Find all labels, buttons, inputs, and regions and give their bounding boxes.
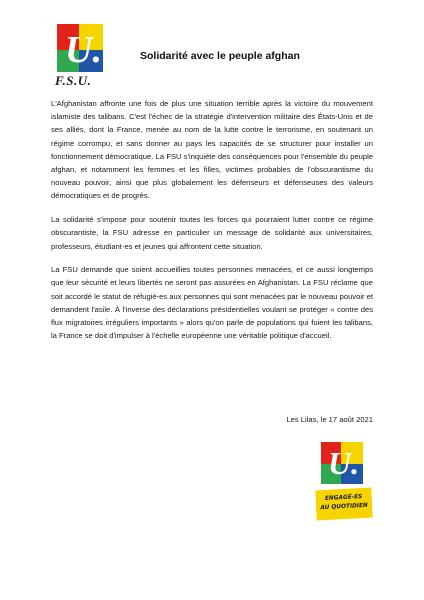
fsu-logo-caption: F.S.U. [55,73,92,88]
page-title: Solidarité avec le peuple afghan [140,50,300,62]
document-body [51,97,373,353]
paragraph: La solidarité s'impose pour soutenir toutes les forces qui pourraient lutter contre ce régime obscurantiste, la FSU adresse en particulier un message de solidarité aux universitaires, professeurs, étudiant-es et jeunes qui affrontent cette situation. [51,215,373,251]
place-date-signature: Les Lilas, le 17 août 2021 [286,415,373,424]
paragraph: La FSU demande que soient accueillies toutes personnes menacées, et ce aussi longtemps que leur sécurité et leurs libertés ne seront pas assurées en Afghanistan. La FSU réclame que soit accordé le statut de réfugié-es aux personnes qui sont menacées par le nouveau pouvoir et demandent l'asile. À l'inverse des déclarations présidentielles voulant se protéger « contre des flux migratoires irréguliers importants » alors qu'on parle de populations qui fuient les talibans, la France se doit d'impulser à l'échelle européenne une véritable politique d'accueil. [51,265,373,341]
tagline-line2: AU QUOTIDIEN [320,502,368,512]
paragraph: L'Afghanistan affronte une fois de plus une situation terrible après la victoire du mouvement islamiste des talibans. C'est l'échec de la stratégie d'intervention militaire des États-Unis et de ses alliés, dont la France, menée au nom de la lutte contre le terrorisme, en soutenant un régime corrompu, et sans donner au pays les capacités de se structurer pour installer un fonctionnement démocratique. La FSU s'inquiète des conséquences pour l'ensemble du peuple afghan, et notamment les femmes et les filles, victimes probables de l'obscurantisme du nouveau pouvoir, ainsi que plus globalement les défenseurs et défenseuses des valeurs démocratiques et de progrès. [51,99,373,201]
tagline-sticker [315,488,372,521]
fsu-logo-letters: U. [65,29,102,71]
tagline-line1: ENGAGÉ-ES [324,494,363,502]
fsu-logo-small-letters: U. [328,445,360,481]
